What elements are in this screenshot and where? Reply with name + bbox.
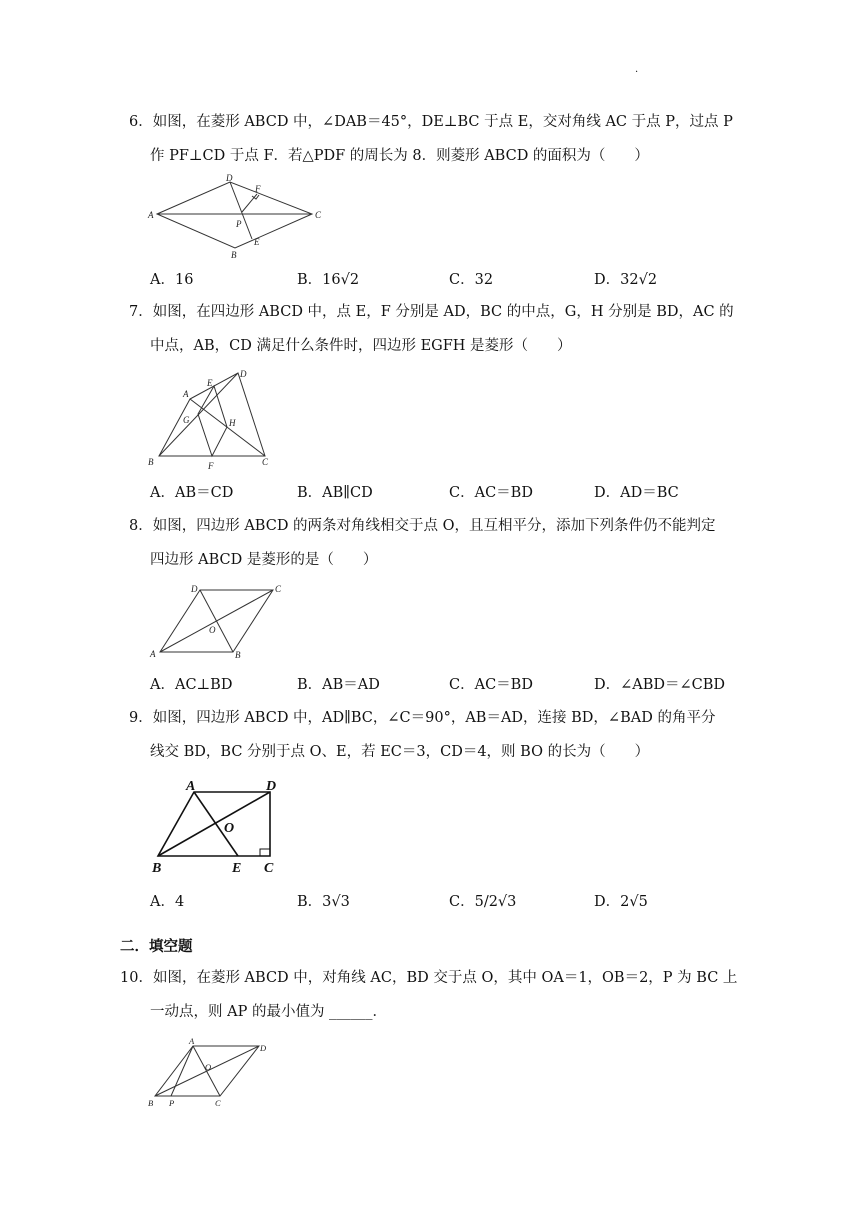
q8-option-c[interactable]: C．AC＝BD (449, 677, 533, 693)
label-C: C (315, 210, 322, 220)
section-title-fill-in: 二．填空题 (120, 939, 193, 955)
label-D: D (266, 779, 277, 794)
q9-line1: 9．如图，四边形 ABCD 中，AD∥BC，∠C＝90°，AB＝AD，连接 BD，∠BAD 的角平分 (129, 710, 716, 726)
q7-line2: 中点，AB，CD 满足什么条件时，四边形 EGFH 是菱形（ ） (150, 338, 572, 354)
q7-option-d[interactable]: D．AD＝BC (594, 485, 679, 501)
q6-line2: 作 PF⊥CD 于点 F．若△PDF 的周长为 8．则菱形 ABCD 的面积为（ ） (150, 148, 649, 164)
label-C: C (275, 584, 282, 594)
label-C: C (215, 1098, 221, 1108)
label-O: O (205, 1062, 212, 1072)
label-A: A (148, 210, 154, 220)
q6-option-b[interactable]: B．16√2 (297, 272, 360, 288)
label-B: B (235, 650, 241, 660)
label-E: E (207, 378, 213, 388)
q6-option-c[interactable]: C．32 (449, 272, 494, 288)
q8-option-d[interactable]: D．∠ABD＝∠CBD (594, 677, 726, 693)
label-A: A (150, 649, 156, 659)
label-E: E (254, 237, 260, 247)
q9-option-d[interactable]: D．2√5 (594, 894, 648, 910)
q10-line2: 一动点，则 AP 的最小值为 ______． (150, 1004, 388, 1020)
q8-line1: 8．如图，四边形 ABCD 的两条对角线相交于点 O，且互相平分，添加下列条件仍不能判定 (129, 518, 716, 534)
label-F: F (208, 461, 214, 471)
q6-option-a[interactable]: A．16 (150, 272, 194, 288)
label-B: B (148, 457, 154, 467)
q9-option-c[interactable]: C．5/2√3 (449, 894, 517, 910)
label-D: D (260, 1043, 267, 1053)
label-D: D (191, 584, 198, 594)
label-B: B (152, 861, 162, 876)
q7-quadrilateral-figure (145, 365, 280, 473)
label-E: E (232, 861, 242, 876)
q7-line1: 7．如图，在四边形 ABCD 中，点 E，F 分别是 AD，BC 的中点，G，H 分别是 BD，AC 的 (129, 304, 734, 320)
header-mark: . (635, 64, 639, 75)
q7-option-b[interactable]: B．AB∥CD (297, 485, 373, 501)
q8-line2: 四边形 ABCD 是菱形的是（ ） (150, 552, 378, 568)
label-C: C (262, 457, 269, 467)
label-P: P (236, 219, 242, 229)
label-A: A (183, 389, 189, 399)
q6-option-d[interactable]: D．32√2 (594, 272, 658, 288)
label-D: D (226, 173, 233, 183)
label-G: G (183, 415, 190, 425)
label-A: A (189, 1036, 195, 1046)
label-D: D (240, 369, 247, 379)
q6-rhombus-figure (145, 172, 330, 264)
q10-line1: 10．如图，在菱形 ABCD 中，对角线 AC，BD 交于点 O，其中 OA＝1，OB＝2，P 为 BC 上 (120, 970, 738, 986)
q9-option-a[interactable]: A．4 (150, 894, 185, 910)
label-F: F (255, 184, 261, 194)
q9-option-b[interactable]: B．3√3 (297, 894, 350, 910)
q7-option-a[interactable]: A．AB＝CD (150, 485, 234, 501)
q9-line2: 线交 BD，BC 分别于点 O、E，若 EC＝3，CD＝4，则 BO 的长为（ ） (150, 744, 650, 760)
label-B: B (231, 250, 237, 260)
label-H: H (229, 418, 236, 428)
label-O: O (209, 625, 216, 635)
q8-parallelogram-figure (145, 582, 295, 662)
label-C: C (264, 861, 274, 876)
label-O: O (224, 821, 235, 836)
label-P: P (169, 1098, 175, 1108)
q7-option-c[interactable]: C．AC＝BD (449, 485, 533, 501)
q8-option-b[interactable]: B．AB＝AD (297, 677, 380, 693)
q6-line1: 6．如图，在菱形 ABCD 中，∠DAB＝45°，DE⊥BC 于点 E，交对角线 AC 于点 P，过点 P (129, 114, 733, 130)
q9-trapezoid-figure (148, 774, 288, 876)
q8-option-a[interactable]: A．AC⊥BD (150, 677, 233, 693)
label-B: B (148, 1098, 154, 1108)
label-A: A (186, 779, 196, 794)
q10-rhombus-figure (145, 1036, 280, 1112)
